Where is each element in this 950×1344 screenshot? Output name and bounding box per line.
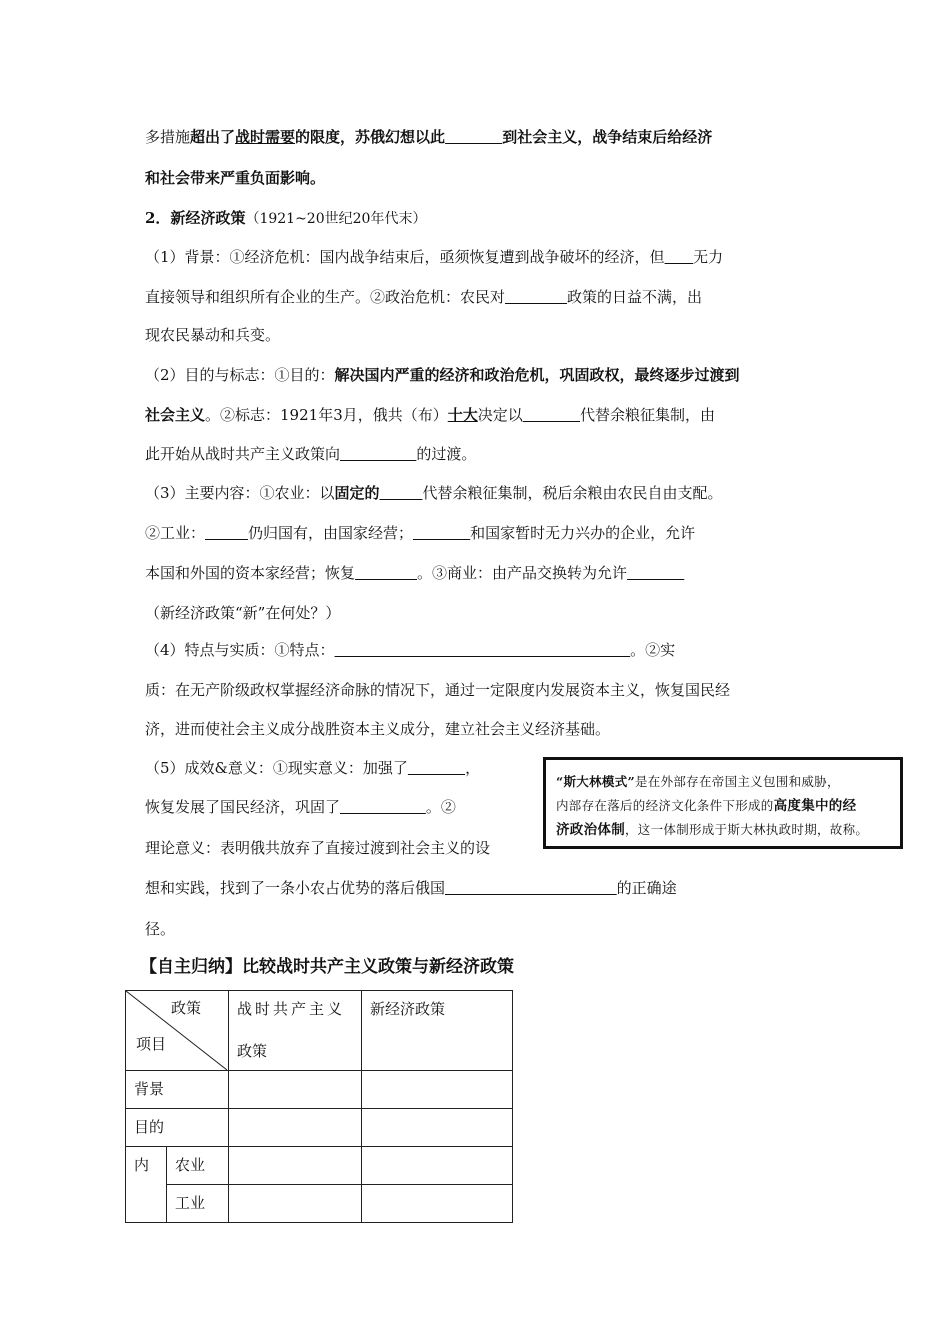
text: 无力 — [693, 248, 724, 266]
text-line: 质：在无产阶级政权掌握经济命脉的情况下，通过一定限度内发展资本主义，恢复国民经 — [145, 681, 731, 699]
text: ②工业： — [145, 524, 206, 542]
text: （4）特点与实质：①特点： — [145, 641, 335, 659]
text-line: 径。 — [145, 920, 176, 938]
fill-blank[interactable] — [505, 288, 567, 306]
note-term: “斯大林模式” — [556, 774, 635, 789]
header-item: 项目 — [136, 1035, 167, 1053]
bold-text: 高度集中的经 — [773, 798, 857, 814]
answer-cell[interactable] — [362, 1185, 513, 1223]
table-row — [126, 1185, 513, 1223]
underlined-text: 战时需要 — [235, 128, 296, 146]
text-line: 理论意义：表明俄共放弃了直接过渡到社会主义的设 — [145, 839, 491, 857]
text-line — [145, 247, 723, 267]
text-line: 现农民暴动和兵变。 — [145, 326, 281, 344]
answer-cell[interactable] — [362, 1147, 513, 1185]
diagonal-header-cell — [126, 991, 229, 1071]
text: 想和实践，找到了一条小农占优势的落后俄国 — [145, 879, 446, 897]
text-line — [145, 878, 677, 898]
text: 。② — [425, 798, 456, 816]
row-label-cell — [126, 1147, 167, 1223]
header-cell — [229, 991, 362, 1071]
fill-blank[interactable] — [355, 564, 417, 582]
text: 的正确途 — [616, 879, 677, 897]
text: 此开始从战时共产主义政策向 — [145, 445, 341, 463]
fill-blank[interactable] — [335, 641, 631, 659]
header-col1: 战时共产主义 — [237, 1000, 346, 1018]
text-line — [145, 405, 715, 425]
answer-cell[interactable] — [229, 1185, 362, 1223]
text: 直接领导和组织所有企业的生产。②政治危机：农民对 — [145, 288, 506, 306]
text-line — [145, 758, 480, 778]
text-line — [145, 523, 695, 543]
text: （2）目的与标志：①目的： — [145, 366, 335, 384]
fill-blank[interactable] — [665, 248, 694, 266]
header-cell-text — [229, 991, 361, 1061]
fill-blank[interactable] — [413, 524, 470, 542]
table-header-row — [126, 991, 513, 1071]
text: ，这一体制形成于斯大林执政时期，故称。 — [625, 822, 869, 837]
table-row — [126, 1109, 513, 1147]
text: （1）背景：①经济危机：国内战争结束后，亟须恢复遭到战争破坏的经济，但 — [145, 248, 665, 266]
bold-text: 解决国内严重的经济和政治危机，巩固政权，最终逐步过渡到 — [334, 366, 740, 384]
diagonal-header — [126, 991, 227, 1070]
fill-blank[interactable] — [627, 564, 684, 582]
bold-text: 固定的 — [334, 484, 380, 502]
text: 。②实 — [630, 641, 676, 659]
fill-blank[interactable] — [445, 879, 617, 897]
text-line — [145, 287, 702, 307]
text: （3）主要内容：①农业：以 — [145, 484, 335, 502]
text-line: （新经济政策“新”在何处？） — [145, 604, 341, 622]
fill-blank[interactable] — [340, 445, 416, 463]
fill-blank[interactable] — [408, 759, 465, 777]
answer-cell[interactable] — [229, 1109, 362, 1147]
table-row — [126, 1147, 513, 1185]
text-line — [145, 483, 723, 503]
text-line: 济，进而使社会主义成分战胜资本主义成分，建立社会主义经济基础。 — [145, 720, 611, 738]
note-box — [543, 757, 903, 849]
bold-text: 社会主义 — [145, 406, 206, 424]
row-label: 背景 — [134, 1080, 165, 1098]
answer-cell[interactable] — [229, 1071, 362, 1109]
text: （5）成效&意义：①现实意义：加强了 — [145, 759, 408, 777]
note-line — [556, 793, 892, 819]
header-col2: 新经济政策 — [370, 1000, 446, 1018]
text: 代替余粮征集制，税后余粮由农民自由支配。 — [422, 484, 723, 502]
header-col1: 政策 — [237, 1042, 268, 1060]
text: ， — [465, 759, 481, 777]
text-line — [145, 365, 740, 385]
text: 和国家暂时无力兴办的企业，允许 — [470, 524, 696, 542]
text: 的过渡。 — [416, 445, 477, 463]
bold-text: 到社会主义，战争结束后给经济 — [502, 128, 713, 146]
sub-row-label: 工业 — [175, 1194, 206, 1212]
row-label-cell — [126, 1071, 229, 1109]
text: 内部存在落后的经济文化条件下形成的 — [556, 798, 774, 813]
note-line — [556, 817, 892, 843]
bold-text: 超出了 — [190, 128, 236, 146]
text-line: 和社会带来严重负面影响。 — [145, 169, 326, 187]
text: 多措施 — [145, 128, 191, 146]
fill-blank[interactable] — [380, 484, 423, 502]
section-title: 2．新经济政策 — [145, 209, 246, 227]
header-cell — [362, 991, 513, 1071]
bold-text: 的限度，苏俄幻想以此 — [295, 128, 446, 146]
text-line — [145, 563, 684, 583]
row-label: 内 — [134, 1156, 150, 1174]
sub-row-label-cell — [167, 1185, 229, 1223]
underlined-text: 十大 — [447, 406, 478, 424]
text: 代替余粮征集制，由 — [579, 406, 715, 424]
summary-title: 【自主归纳】比较战时共产主义政策与新经济政策 — [140, 957, 514, 977]
section-heading — [145, 208, 426, 229]
answer-cell[interactable] — [362, 1071, 513, 1109]
text: 政策的日益不满，出 — [567, 288, 703, 306]
text: 恢复发展了国民经济，巩固了 — [145, 798, 341, 816]
comparison-table — [125, 990, 513, 1223]
fill-blank[interactable] — [445, 128, 502, 146]
fill-blank[interactable] — [523, 406, 580, 424]
text: 本国和外国的资本家经营；恢复 — [145, 564, 356, 582]
section-period: （1921~20世纪20年代末） — [245, 211, 427, 227]
row-label-cell — [126, 1109, 229, 1147]
note-line — [556, 769, 892, 795]
sub-row-label-cell — [167, 1147, 229, 1185]
answer-cell[interactable] — [362, 1109, 513, 1147]
text-line — [145, 444, 476, 464]
text: 是在外部存在帝国主义包围和威胁， — [634, 774, 840, 789]
text-line — [145, 797, 456, 817]
text-line — [145, 640, 675, 660]
row-label: 目的 — [134, 1118, 165, 1136]
fill-blank[interactable] — [205, 524, 248, 542]
sub-row-label: 农业 — [175, 1156, 206, 1174]
table-row — [126, 1071, 513, 1109]
answer-cell[interactable] — [229, 1147, 362, 1185]
text: 。③商业：由产品交换转为允许 — [417, 564, 628, 582]
text: 。②标志：1921年3月，俄共（布） — [205, 406, 448, 424]
bold-text: 济政治体制 — [556, 822, 625, 838]
text-line — [145, 127, 712, 147]
text: 仍归国有，由国家经营； — [247, 524, 413, 542]
fill-blank[interactable] — [340, 798, 426, 816]
text: 决定以 — [477, 406, 523, 424]
header-policy: 政策 — [170, 999, 201, 1017]
